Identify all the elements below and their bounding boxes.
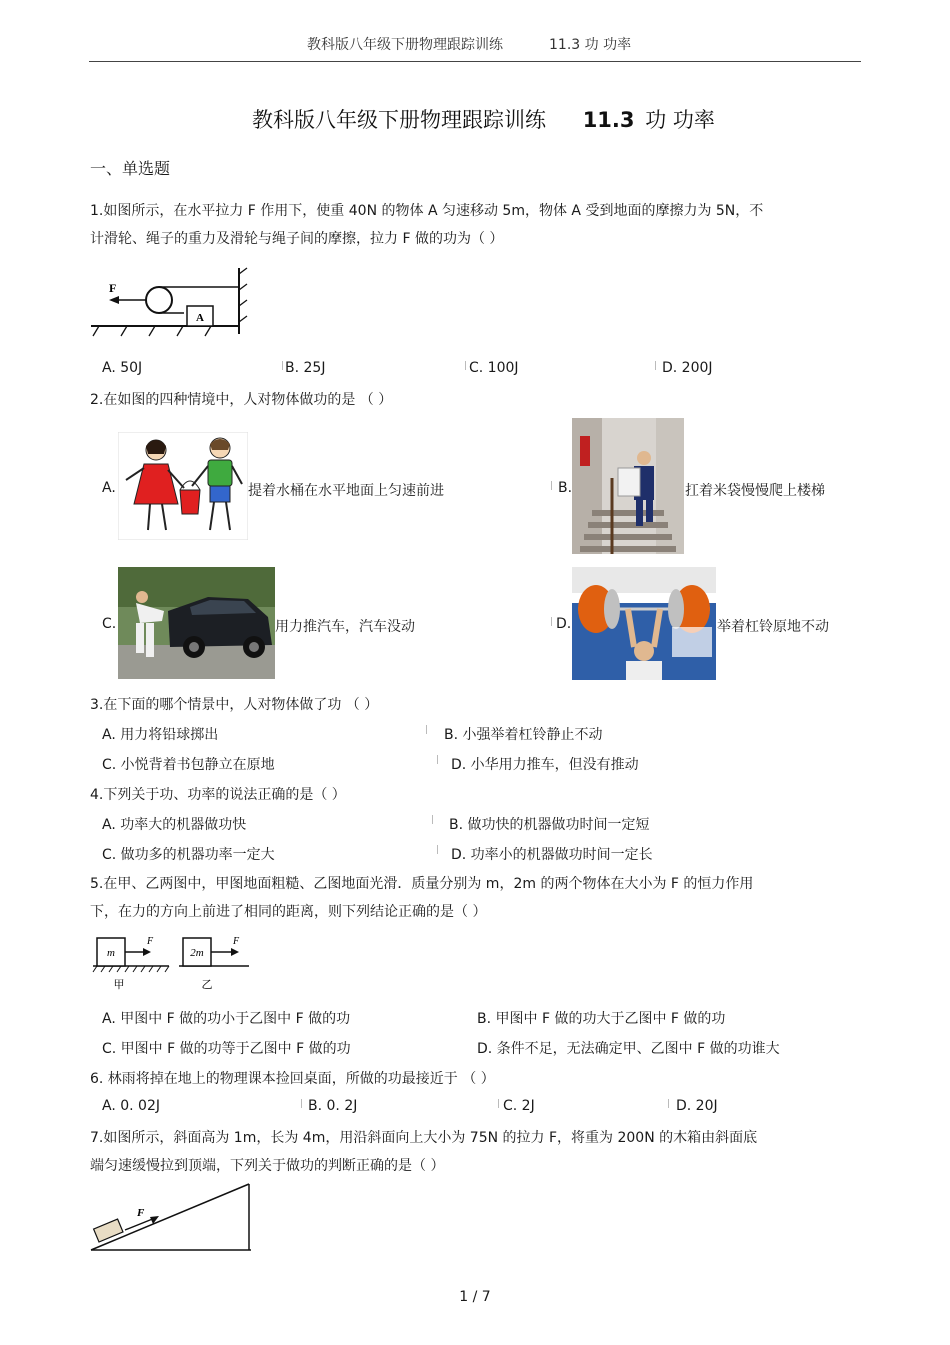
q1-fig-label-f: F — [109, 281, 117, 295]
running-header-section: 11.3 功 功率 — [549, 37, 632, 53]
q2-option-a-label[interactable]: A. — [102, 480, 116, 496]
q2-option-a-text: 提着水桶在水平地面上匀速前进 — [248, 483, 444, 499]
q1-option-b[interactable]: B. 25J — [285, 360, 326, 376]
q7-stem-line2: 端匀速缓慢拉到顶端，下列关于做功的判断正确的是（ ） — [90, 1158, 445, 1174]
q3-option-d[interactable]: D. 小华用力推车，但没有推动 — [451, 757, 639, 773]
col-marker — [282, 361, 283, 370]
q2-image-d-weightlifter — [572, 567, 716, 680]
q2-stem: 2.在如图的四种情境中，人对物体做功的是 （ ） — [90, 392, 393, 408]
q6-option-d[interactable]: D. 20J — [676, 1098, 718, 1114]
section-heading: 一、单选题 — [90, 159, 171, 178]
q1-option-a[interactable]: A. 50J — [102, 360, 143, 376]
q1-pulley-figure — [89, 264, 249, 340]
q5-option-b[interactable]: B. 甲图中 F 做的功大于乙图中 F 做的功 — [477, 1011, 726, 1027]
col-marker — [551, 617, 552, 626]
q1-stem-line1: 1.如图所示，在水平拉力 F 作用下，使重 40N 的物体 A 匀速移动 5m，物体 A 受到地面的摩擦力为 5N，不 — [90, 203, 764, 219]
q7-fig-label-f: F — [137, 1207, 145, 1219]
q5-stem-line2: 下，在力的方向上前进了相同的距离，则下列结论正确的是（ ） — [90, 904, 487, 920]
q2-option-d-label[interactable]: D. — [556, 616, 572, 632]
title-number: 11.3 — [582, 108, 635, 132]
q5-fig-label-m: m — [107, 947, 115, 959]
title-tail: 功 功率 — [645, 108, 715, 132]
col-marker — [437, 755, 438, 764]
col-marker — [498, 1099, 499, 1108]
title-main: 教科版八年级下册物理跟踪训练 — [252, 108, 546, 132]
q2-option-c-label[interactable]: C. — [102, 616, 117, 632]
q3-option-c[interactable]: C. 小悦背着书包静立在原地 — [102, 757, 275, 773]
q4-stem: 4.下列关于功、功率的说法正确的是（ ） — [90, 787, 346, 803]
q5-fig-label-jia: 甲 — [113, 978, 125, 991]
col-marker — [437, 845, 438, 854]
header-rule — [89, 61, 861, 62]
col-marker — [426, 725, 427, 734]
q3-stem: 3.在下面的哪个情景中，人对物体做了功 （ ） — [90, 697, 379, 713]
q2-option-b-text: 扛着米袋慢慢爬上楼梯 — [685, 483, 825, 499]
q5-option-a[interactable]: A. 甲图中 F 做的功小于乙图中 F 做的功 — [102, 1011, 351, 1027]
q1-stem-line2: 计滑轮、绳子的重力及滑轮与绳子间的摩擦，拉力 F 做的功为（ ） — [90, 231, 504, 247]
q5-fig-label-yi: 乙 — [201, 978, 213, 991]
q6-option-b[interactable]: B. 0. 2J — [308, 1098, 358, 1114]
col-marker — [432, 815, 433, 824]
q2-option-c-text: 用力推汽车，汽车没动 — [275, 619, 415, 635]
q5-fig-label-2m: 2m — [190, 947, 204, 959]
q5-option-c[interactable]: C. 甲图中 F 做的功等于乙图中 F 做的功 — [102, 1041, 351, 1057]
q4-option-b[interactable]: B. 做功快的机器做功时间一定短 — [449, 817, 650, 833]
q3-option-a[interactable]: A. 用力将铅球掷出 — [102, 727, 219, 743]
q1-option-d[interactable]: D. 200J — [662, 360, 713, 376]
q1-fig-label-a: A — [196, 312, 204, 324]
page-number: 1 / 7 — [459, 1289, 491, 1305]
q2-image-c-pushing-car — [118, 567, 275, 679]
col-marker — [465, 361, 466, 370]
q1-option-c[interactable]: C. 100J — [469, 360, 519, 376]
q5-stem-line1: 5.在甲、乙两图中，甲图地面粗糙、乙图地面光滑．质量分别为 m，2m 的两个物体在大小为 F 的恒力作用 — [90, 876, 754, 892]
col-marker — [668, 1099, 669, 1108]
col-marker — [551, 481, 552, 490]
q3-option-b[interactable]: B. 小强举着杠铃静止不动 — [444, 727, 603, 743]
q6-option-a[interactable]: A. 0. 02J — [102, 1098, 160, 1114]
q7-stem-line1: 7.如图所示，斜面高为 1m，长为 4m，用沿斜面向上大小为 75N 的拉力 F，将重为 200N 的木箱由斜面底 — [90, 1130, 758, 1146]
q4-option-c[interactable]: C. 做功多的机器功率一定大 — [102, 847, 275, 863]
q4-option-a[interactable]: A. 功率大的机器做功快 — [102, 817, 247, 833]
col-marker — [655, 361, 656, 370]
q4-option-d[interactable]: D. 功率小的机器做功时间一定长 — [451, 847, 653, 863]
q2-option-d-text: 举着杠铃原地不动 — [717, 619, 829, 635]
running-header-title: 教科版八年级下册物理跟踪训练 — [307, 37, 503, 53]
q5-fig-label-f1: F — [147, 936, 154, 947]
q6-option-c[interactable]: C. 2J — [503, 1098, 535, 1114]
q5-two-blocks-figure — [89, 932, 251, 992]
q2-option-b-label[interactable]: B. — [558, 480, 573, 496]
page-title — [252, 104, 715, 134]
q2-image-b-carrying-rice-upstairs — [572, 418, 684, 554]
q5-fig-label-f2: F — [233, 936, 240, 947]
q5-option-d[interactable]: D. 条件不足，无法确定甲、乙图中 F 做的功谁大 — [477, 1041, 780, 1057]
q6-stem: 6. 林雨将掉在地上的物理课本捡回桌面，所做的功最接近于 （ ） — [90, 1071, 495, 1087]
q7-incline-figure — [89, 1180, 253, 1252]
col-marker — [301, 1099, 302, 1108]
q2-image-a-kids-carrying-bucket — [118, 432, 248, 540]
